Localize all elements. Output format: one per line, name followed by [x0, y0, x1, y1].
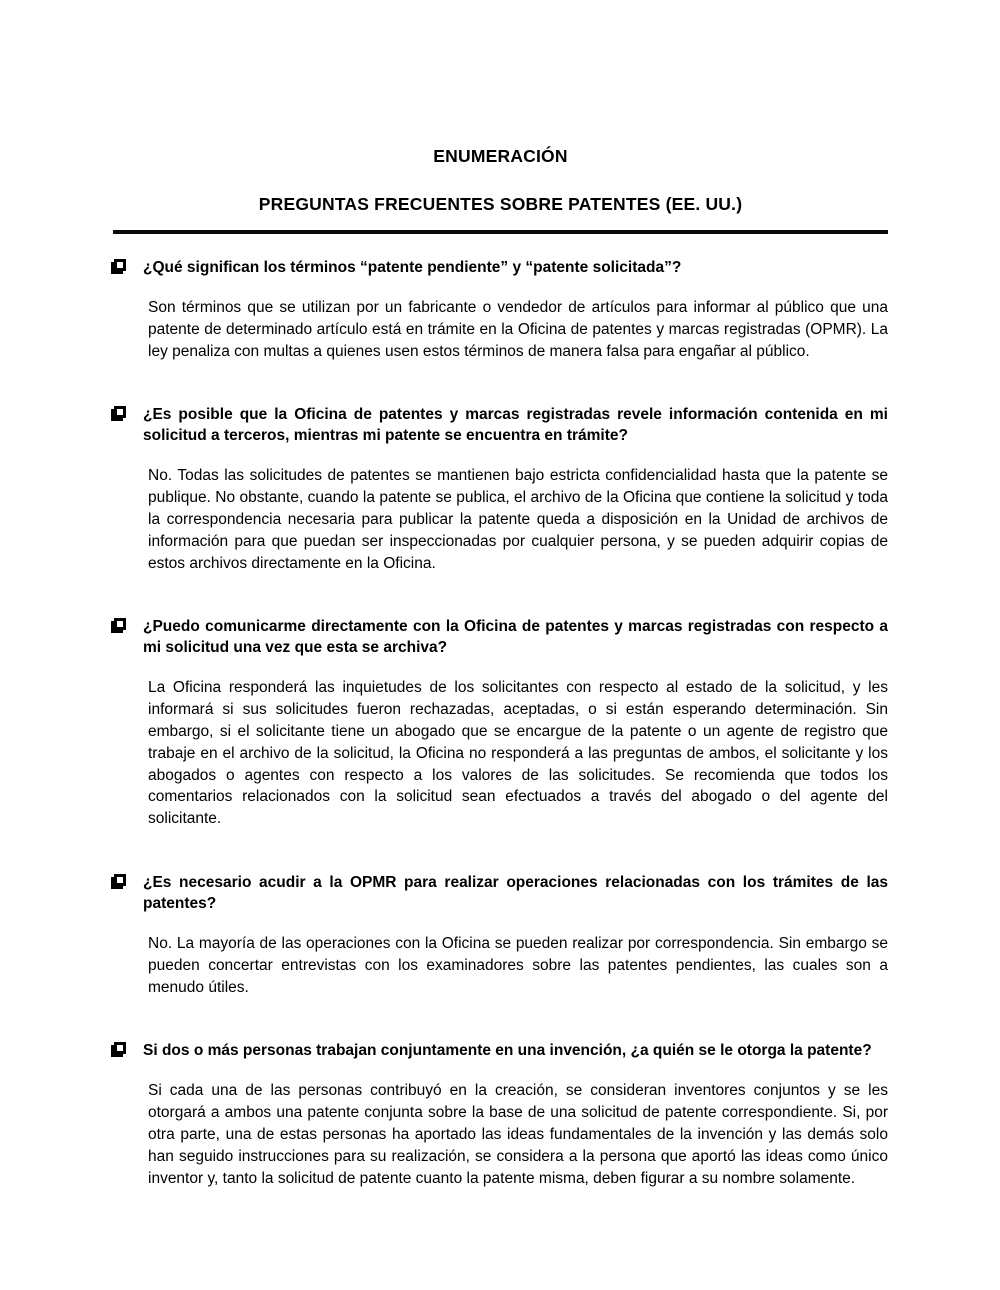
- checkbox-square-icon: [114, 874, 126, 886]
- document-title: ENUMERACIÓN: [433, 146, 568, 166]
- faq-section-5: [113, 1040, 888, 1189]
- faq-answer: No. La mayoría de las operaciones con la Oficina se pueden realizar por correspondencia. Sin embargo se pueden concertar entrevistas con los examinadores sobre las patentes pendientes, las cuales son a menudo útiles.: [148, 934, 888, 996]
- faq-section-1: [113, 257, 888, 362]
- document-subtitle: PREGUNTAS FRECUENTES SOBRE PATENTES (EE. UU.): [258, 194, 743, 214]
- question-row: [113, 404, 888, 446]
- faq-answer: No. Todas las solicitudes de patentes se mantienen bajo estricta confidencialidad hasta que la patente se publique. No obstante, cuando la patente se publica, el archivo de la Oficina que contiene la solicitud y toda la correspondencia necesaria para publicar la patente queda a disposición en la Unidad de archivos de información para que puedan ser inspeccionadas por cualquier persona, y se pueden adquirir copias de estos archivos directamente en la Oficina.: [148, 467, 888, 572]
- checkbox-square-icon: [114, 406, 126, 418]
- question-row: [113, 257, 888, 278]
- question-row: [113, 616, 888, 658]
- faq-answer: Si cada una de las personas contribuyó en la creación, se consideran inventores conjuntos y se les otorgará a ambos una patente conjunta sobre la base de una solicitud de patente correspondiente. Si, por otra parte, una de estas personas ha aportado las ideas fundamentales de la invención y las demás solo han seguido instrucciones para su realización, se considera a la persona que aportó las ideas como único inventor y, tanto la solicitud de patente cuanto la patente misma, deben figurar a su nombre solamente.: [148, 1082, 888, 1187]
- faq-question: ¿Puedo comunicarme directamente con la Oficina de patentes y marcas registradas con respecto a mi solicitud una vez que esta se archiva?: [143, 618, 888, 657]
- faq-answer: La Oficina responderá las inquietudes de los solicitantes con respecto al estado de la solicitud, y les informará si sus solicitudes fueron rechazadas, aceptadas, o si están esperando determinación. Sin embargo, si el solicitante tiene un abogado que se encargue de la patente o un agente de registro que trabaje en el archivo de la solicitud, la Oficina no responderá a las preguntas de ambos, el solicitante y los abogados o agentes con respecto a los valores de las solicitudes. Se recomienda que todos los comentarios relacionados con la solicitud sean efectuados a través del abogado o del agente del solicitante.: [148, 679, 888, 828]
- faq-question: Si dos o más personas trabajan conjuntamente en una invención, ¿a quién se le otorga la patente?: [143, 1042, 872, 1060]
- faq-section-2: [113, 404, 888, 574]
- faq-section-3: [113, 616, 888, 830]
- faq-question: ¿Es posible que la Oficina de patentes y marcas registradas revele información contenida en mi solicitud a terceros, mientras mi patente se encuentra en trámite?: [143, 406, 888, 445]
- checkbox-square-icon: [114, 259, 126, 271]
- checkbox-square-icon: [114, 618, 126, 630]
- question-row: [113, 872, 888, 914]
- faq-answer: Son términos que se utilizan por un fabricante o vendedor de artículos para informar al público que una patente de determinado artículo está en trámite en la Oficina de patentes y marcas registradas (OPMR). La ley penaliza con multas a quienes usen estos términos de manera falsa para engañar al público.: [148, 299, 888, 360]
- checkbox-square-icon: [114, 1042, 126, 1054]
- question-row: [113, 1040, 888, 1061]
- faq-question: ¿Qué significan los términos “patente pendiente” y “patente solicitada”?: [143, 259, 682, 276]
- title-divider: [113, 230, 888, 234]
- faq-section-4: [113, 872, 888, 998]
- faq-question: ¿Es necesario acudir a la OPMR para realizar operaciones relacionadas con los trámites de las patentes?: [143, 873, 888, 912]
